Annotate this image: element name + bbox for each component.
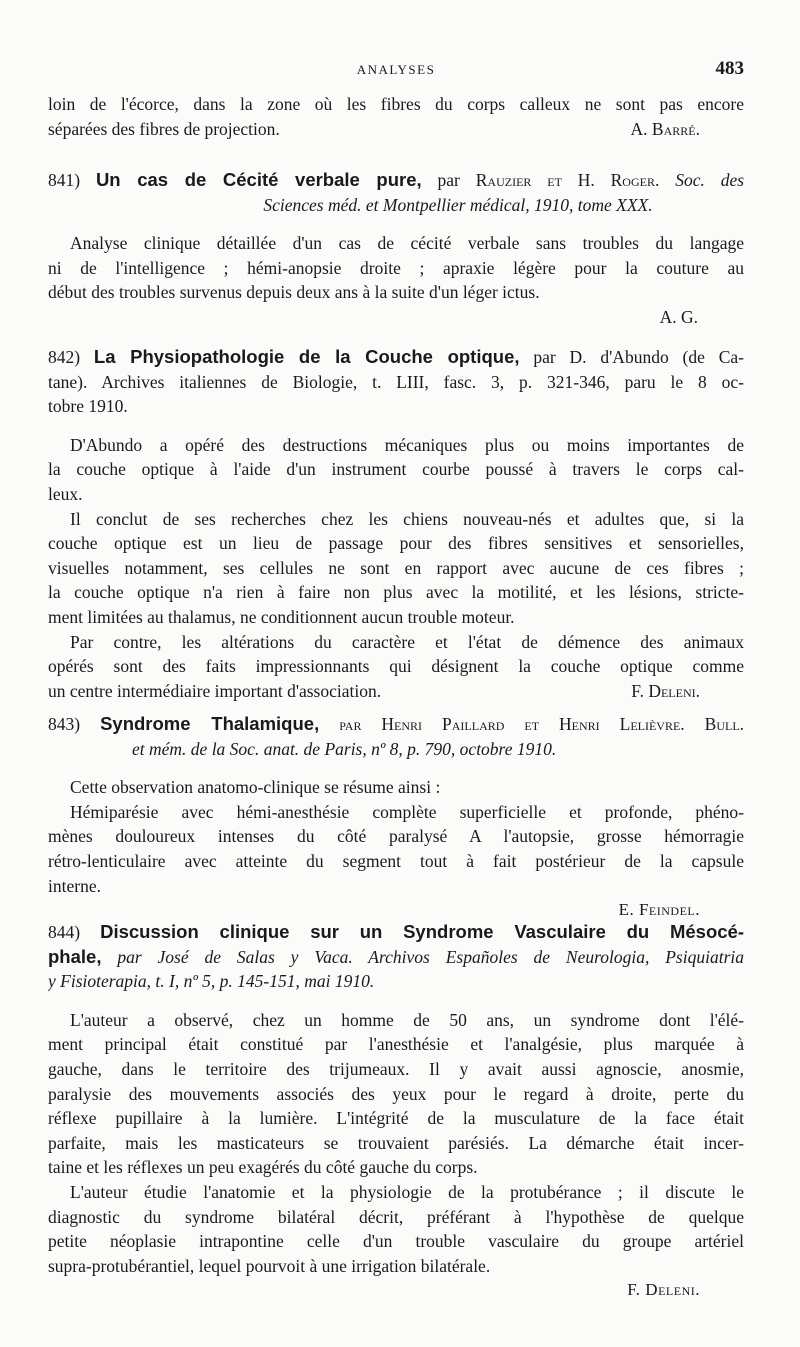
body-line: parfaite, mais les masticateurs se trouvaient parésiés. La démarche était incer- [48,1132,744,1153]
article-ref: par Henri Paillard et Henri Lelièvre. Bull. [339,714,744,734]
article-841 [48,168,744,330]
page-header [48,58,744,82]
body-line: petite néoplasie intrapontine celle d'un trouble vasculaire du groupe artériel [48,1231,744,1252]
article-ref-line: Sciences méd. et Montpellier médical, 1910, tome XXX. [263,194,653,215]
article-title: Discussion clinique sur un Syndrome Vasculaire du Mésocé- [100,921,744,942]
body-line: séparées des fibres de projection. [48,118,280,139]
body-line: paralysie des mouvements associés des yeux pour le regard à droite, perte du [48,1083,744,1104]
article-heading [48,345,744,370]
body-line: réflexe pupillaire à la lumière. L'intégrité de la musculature de la face était [48,1108,744,1129]
body-line: loin de l'écorce, dans la zone où les fibres du corps calleux ne sont pas encore [48,94,744,114]
article-ref-line: tane). Archives italiennes de Biologie, t. LIII, fasc. 3, p. 321-346, paru le 8 oc- [48,371,744,392]
article-ref: par D. d'Abundo (de Ca- [533,347,744,367]
body-line: la couche optique n'a rien à faire non plus avec la motilité, et les lésions, stricte- [48,582,744,603]
body-line: rétro-lenticulaire avec atteinte du segment tout à fait postérieur de la capsule [48,850,744,871]
signature: A. G. [659,306,698,327]
body-line: D'Abundo a opéré des destructions mécaniques plus ou moins importantes de [70,434,744,455]
body-line: couche optique est un lieu de passage pour des fibres sensitives et sensorielles, [48,533,744,554]
body-line: diagnostic du syndrome bilatéral décrit, préférant à l'hypothèse de quelque [48,1206,744,1227]
body-line: Hémiparésie avec hémi-anesthésie complète superficielle et profonde, phéno- [70,801,744,822]
body-line: Il conclut de ses recherches chez les chiens nouveau-nés et adultes que, si la [70,508,744,529]
article-authors: Rauzier et H. Roger. [475,170,660,190]
body-line: leux. [48,483,83,504]
page-number: 483 [715,58,744,79]
body-line: début des troubles survenus depuis deux ans à la suite d'un léger ictus. [48,282,540,303]
article-title: Syndrome Thalamique, [100,713,320,734]
body-line: Cette observation anatomo-clinique se résume ainsi : [70,777,441,798]
body-line: ment principal était constitué par l'anesthésie et l'analgésie, plus marquée à [48,1034,744,1055]
signature: E. Feindel. [618,900,700,920]
body-line: supra-protubérantiel, lequel pourvoit à une irrigation bilatérale. [48,1255,491,1276]
intro-continuation [48,92,744,141]
article-842 [48,345,744,703]
article-heading-line [48,945,744,970]
article-ref: Soc. des [675,170,744,190]
article-title: La Physiopathologie de la Couche optique, [93,346,520,367]
article-843 [48,712,744,923]
signature: F. Deleni. [627,1280,700,1300]
body-line: visuelles notamment, ses cellules ne sont en rapport avec aucune de ces fibres ; [48,557,744,578]
article-844 [48,920,744,1303]
article-heading [48,712,744,737]
signature: A. Barré. [630,118,700,139]
body-line: gauche, dans le territoire des trijumeaux. Il y avait aussi agnoscie, anosmie, [48,1058,744,1079]
body-line: opérés sont des faits impressionnants qui désignent la couche optique comme [48,656,744,677]
article-ref-line: tobre 1910. [48,396,128,417]
article-title: Un cas de Cécité verbale pure, [95,169,422,190]
article-heading [48,168,744,193]
body-line: taine et les réflexes un peu exagérés du côté gauche du corps. [48,1157,478,1178]
body-line: un centre intermédiaire important d'association. [48,680,382,701]
body-line: L'auteur étudie l'anatomie et la physiologie de la protubérance ; il discute le [70,1181,744,1202]
signature: F. Deleni. [631,680,700,701]
body-line: la couche optique à l'aide d'un instrument courbe poussé à travers le corps cal- [48,459,744,480]
body-line: Par contre, les altérations du caractère et l'état de démence des animaux [70,631,744,652]
article-number: 841) [48,170,81,190]
article-heading [48,920,744,945]
body-line: mènes douloureux intenses du côté paralysé A l'autopsie, grosse hémorragie [48,826,744,847]
article-ref-line: y Fisioterapia, t. I, nº 5, p. 145-151, mai 1910. [48,971,375,992]
article-number: 842) [48,347,81,367]
article-ref-line: et mém. de la Soc. anat. de Paris, nº 8, p. 790, octobre 1910. [132,738,557,759]
article-ref: par José de Salas y Vaca. Archivos Españoles de Neurologia, Psiquiatria [117,946,744,967]
article-number: 843) [48,714,81,734]
running-head: ANALYSES [356,62,436,77]
body-line: Analyse clinique détaillée d'un cas de cécité verbale sans troubles du langage [70,233,744,254]
article-number: 844) [48,922,81,942]
body-line: ni de l'intelligence ; hémi-anopsie droite ; apraxie légère pour la couture au [48,257,744,278]
article-title-continued: phale, [48,945,102,967]
body-line: ment limitées au thalamus, ne conditionnent aucun trouble moteur. [48,606,515,627]
body-line: L'auteur a observé, chez un homme de 50 ans, un syndrome dont l'élé- [70,1009,744,1030]
body-line: interne. [48,875,101,896]
article-ref: par [437,170,460,190]
